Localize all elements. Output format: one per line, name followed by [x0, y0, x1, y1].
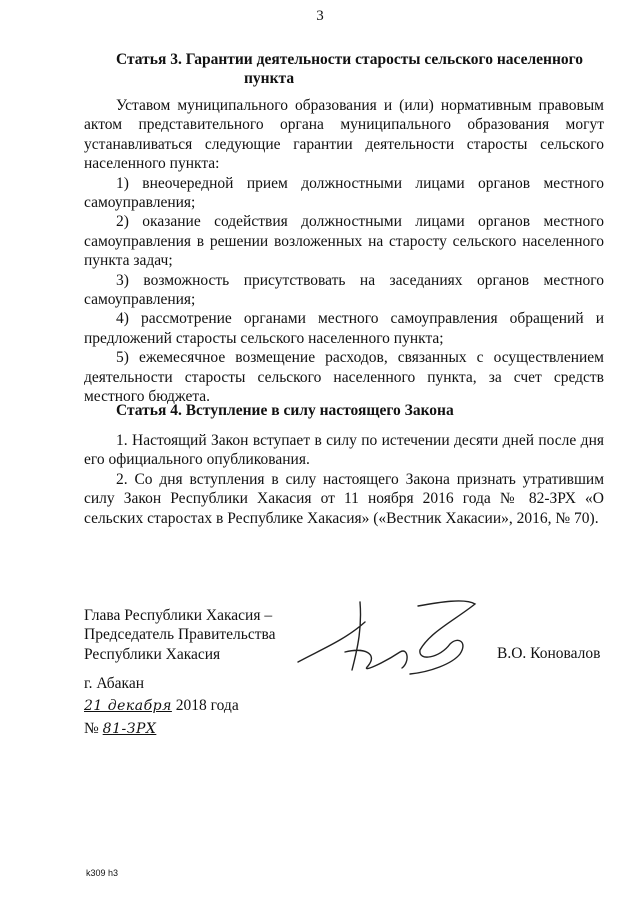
article-3-item: 3) возможность присутствовать на заседаниях органов местного самоуправления; — [84, 271, 604, 309]
article-3-item: 4) рассмотрение органами местного самоуправления обращений и предложений старосты сельского населенного пункта; — [84, 310, 604, 347]
signatory-name: В.О. Коновалов — [497, 645, 601, 662]
handwritten-number: 81-ЗРХ — [102, 721, 157, 737]
handwritten-date: 21 декабря — [84, 698, 172, 714]
article-3-item: 5) ежемесячное возмещение расходов, связанных с осуществлением деятельности старосты сельского населенного пункта, за счет средств местного бюджета. — [84, 349, 604, 406]
signatory-title-line3: Республики Хакасия — [84, 645, 221, 663]
article-3-item: 1) внеочередной прием должностными лицами органов местного самоуправления; — [84, 174, 604, 212]
place: г. Абакан — [84, 675, 145, 692]
page-number: 3 — [316, 8, 324, 24]
article-4-item: 1. Настоящий Закон вступает в силу по истечении десяти дней после дня его официального опубликования. — [84, 432, 604, 469]
law-number — [84, 720, 156, 738]
signatory-title — [84, 606, 276, 664]
date-suffix: 2018 года — [175, 697, 239, 714]
handwritten-signature — [290, 592, 490, 682]
article-3-body — [84, 96, 604, 407]
article-3-intro: Уставом муниципального образования и (или) нормативным правовым актом представительного органа муниципального образования могут устанавливаться следующие гарантии деятельности старосты сельского населенного пункта: — [84, 97, 604, 173]
document-code: k309 h3 — [86, 868, 119, 878]
signing-date — [84, 697, 239, 715]
article-3-heading-line2: пункта — [244, 70, 295, 87]
signatory-title-line2: Председатель Правительства — [84, 626, 276, 644]
article-3-heading-line1: Статья 3. Гарантии деятельности старосты сельского населенного — [116, 51, 584, 68]
article-4-item: 2. Со дня вступления в силу настоящего Закона признать утратившим силу Закон Республики Хакасия от 11 ноября 2016 года № 82-ЗРХ «О сельских старостах в Республике Хакасия» («Вестник Хакасии», 2016, № 70). — [84, 470, 604, 527]
article-3-item: 2) оказание содействия должностными лицами органов местного самоуправления в решении возложенных на старосту сельского населенного пункта задач; — [84, 213, 604, 270]
article-3-heading — [116, 50, 616, 88]
number-prefix: № — [84, 720, 99, 737]
signatory-title-line1: Глава Республики Хакасия – — [84, 607, 273, 624]
article-4-body — [84, 431, 604, 528]
article-4-heading: Статья 4. Вступление в силу настоящего Закона — [116, 402, 454, 419]
